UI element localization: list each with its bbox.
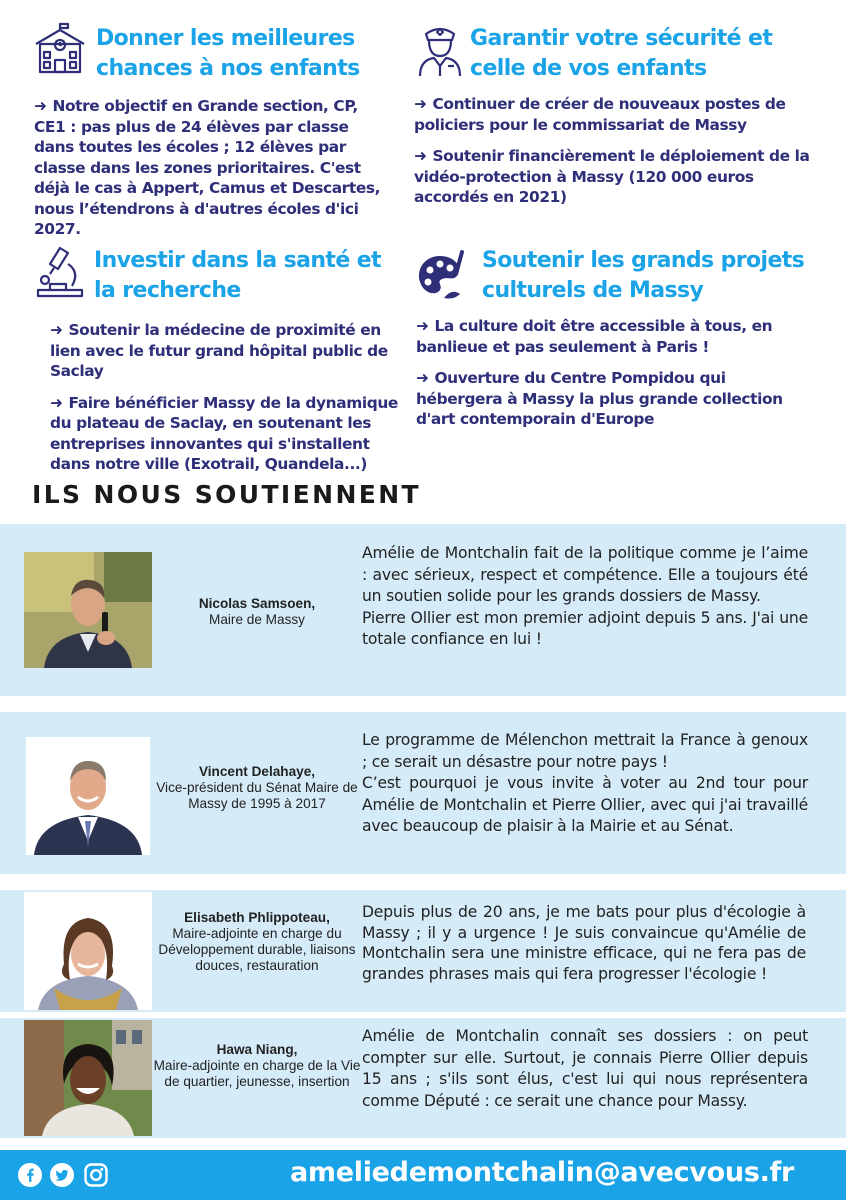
supporter-card [0,890,846,1012]
facebook-icon[interactable] [18,1163,42,1187]
list-item: ➜ Faire bénéficier Massy de la dynamique du plateau de Saclay, en soutenant les entreprises innovantes qui s'installent dans notre ville (Exotrail, Quandela...) [50,393,398,473]
security-points [414,94,814,219]
supporter-identity [152,764,362,812]
list-item: ➜ La culture doit être accessible à tous, en banlieue et pas seulement à Paris ! [416,317,773,356]
supporter-name: Nicolas Samsoen, [198,596,316,611]
supporter-photo [24,552,152,668]
school-icon [32,22,88,78]
supporter-photo [24,892,152,1010]
supporter-name: Hawa Niang, [216,1042,298,1057]
police-officer-icon [412,22,468,78]
arrow-right-icon: ➜ [34,97,47,115]
programme-education [32,22,392,238]
supporter-role: Maire de Massy [209,612,305,627]
list-item: ➜ Soutenir financièrement le déploiement de la vidéo-protection à Massy (120 000 euros accordés en 2021) [414,147,810,206]
supporter-name: Vincent Delahaye, [198,764,316,779]
supporter-photo [24,1020,152,1136]
culture-points [416,316,816,441]
supporter-role: Maire-adjointe en charge du Développement durable, liaisons douces, restauration [158,926,356,973]
supporter-card [0,524,846,696]
education-points [34,96,384,251]
programme-health [32,244,402,473]
supporter-role: Vice-président du Sénat Maire de Massy de 1995 à 2017 [156,780,358,811]
health-title: Investir dans la santé et la recherche [94,248,381,303]
supporters-heading: ILS NOUS SOUTIENNENT [32,480,422,509]
supporter-name: Elisabeth Phlippoteau, [184,910,330,925]
supporter-photo [26,737,150,855]
supporter-identity [152,596,362,628]
education-title: Donner les meilleures chances à nos enfants [96,26,360,81]
supporter-quote: Amélie de Montchalin connaît ses dossiers : on peut compter sur elle. Surtout, je connais Pierre Ollier depuis 15 ans ; s'ils sont élus, c'est lui qui nous représentera comme Député : ce serait une chance pour Massy. [362,1027,808,1110]
security-title: Garantir votre sécurité et celle de vos enfants [470,26,773,81]
arrow-right-icon: ➜ [414,95,427,113]
supporter-identity [152,1042,362,1090]
list-item: ➜ Notre objectif en Grande section, CP, CE1 : pas plus de 24 élèves par classe dans toutes les écoles ; 12 élèves par classe dans les zones prioritaires. C'est déjà le cas à Appert, Camus et Descartes, nous l’étendrons à d'autres écoles d'ici 2027. [34,97,381,238]
arrow-right-icon: ➜ [416,317,429,335]
supporter-card [0,1018,846,1138]
footer-bar [0,1150,846,1200]
health-points [50,320,400,486]
arrow-right-icon: ➜ [50,393,63,412]
arrow-right-icon: ➜ [416,369,429,387]
supporter-quote: Le programme de Mélenchon mettrait la France à genoux ; ce serait un désastre pour notre pays ! C’est pourquoi je vous invite à voter au 2nd tour pour Amélie de Montchalin et Pierre Ollier, avec qui j'ai travaillé avec beaucoup de plaisir à la Mairie et au Sénat. [362,731,808,835]
list-item: ➜ Continuer de créer de nouveaux postes de policiers pour le commissariat de Massy [414,95,786,134]
programme-culture [414,244,824,464]
supporter-role: Maire-adjointe en charge de la Vie de quartier, jeunesse, insertion [153,1058,361,1089]
twitter-icon[interactable] [50,1163,74,1187]
list-item: ➜ Soutenir la médecine de proximité en lien avec le futur grand hôpital public de Saclay [50,321,388,380]
supporter-quote: Depuis plus de 20 ans, je me bats pour plus d'écologie à Massy ; il y a urgence ! Je suis convaincue qu'Amélie de Montchalin sera une ministre efficace, qui ne fera pas de grandes phrases mais qui fera progresser l'écologie ! [362,903,806,983]
arrow-right-icon: ➜ [50,321,63,339]
palette-icon [414,248,470,304]
supporter-quote: Amélie de Montchalin fait de la politique comme je l’aime : avec sérieux, respect et compétence. Elle a toujours été un soutien solide pour les grands dossiers de Massy. Pierre Ollier est mon premier adjoint depuis 5 ans. J'ai une totale confiance en lui ! [362,544,808,648]
programme-security [412,22,822,232]
list-item: ➜ Ouverture du Centre Pompidou qui hébergera à Massy la plus grande collection d'art contemporain d'Europe [416,369,783,428]
supporter-identity [152,910,362,974]
instagram-icon[interactable] [84,1163,108,1187]
microscope-icon [32,244,88,300]
arrow-right-icon: ➜ [414,147,427,165]
contact-email[interactable]: ameliedemontchalin@avecvous.fr [290,1157,795,1188]
supporter-card [0,712,846,874]
culture-title: Soutenir les grands projets culturels de Massy [482,248,805,303]
